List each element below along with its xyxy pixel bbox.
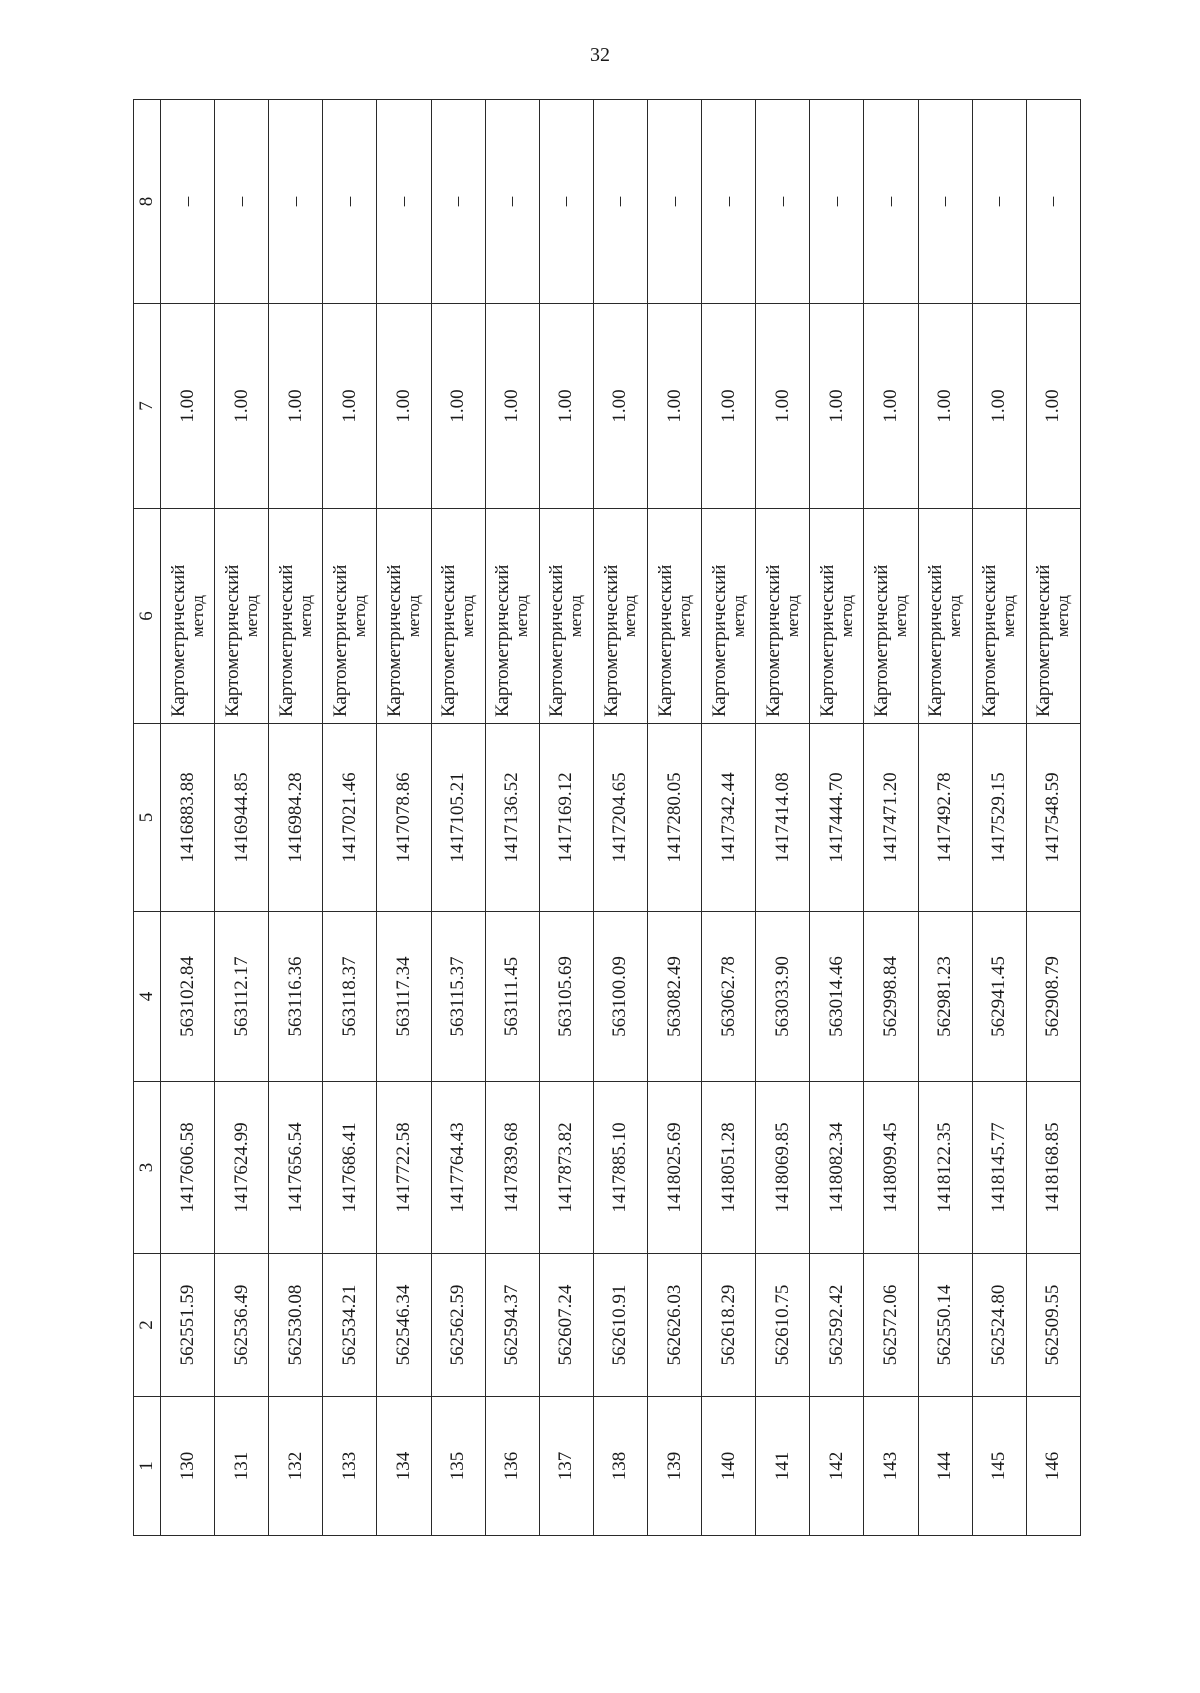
table-body: [161, 100, 1081, 1536]
y-coordinate-cell: 1417021.46: [323, 724, 377, 912]
table-row: [593, 100, 647, 1536]
y-coordinate-cell: 1418025.69: [647, 1082, 701, 1254]
method-line-2: метод: [512, 594, 532, 638]
x-coordinate-cell: 562981.23: [918, 912, 972, 1082]
accuracy-cell: 1.00: [215, 304, 269, 509]
table-row: [323, 100, 377, 1536]
y-coordinate-cell: 1417839.68: [485, 1082, 539, 1254]
method-cell: [918, 509, 972, 724]
x-coordinate-cell: 562592.42: [810, 1254, 864, 1397]
method-line-2: метод: [836, 594, 856, 638]
x-coordinate-cell: 562908.79: [1026, 912, 1080, 1082]
method-line-2: метод: [404, 594, 424, 638]
y-coordinate-cell: 1417624.99: [215, 1082, 269, 1254]
table-row: [972, 100, 1026, 1536]
y-coordinate-cell: 1417105.21: [431, 724, 485, 912]
x-coordinate-cell: 562536.49: [215, 1254, 269, 1397]
column-header: 7: [134, 304, 161, 509]
accuracy-cell: 1.00: [647, 304, 701, 509]
note-cell: –: [161, 100, 215, 304]
y-coordinate-cell: 1417656.54: [269, 1082, 323, 1254]
y-coordinate-cell: 1417722.58: [377, 1082, 431, 1254]
x-coordinate-cell: 563117.34: [377, 912, 431, 1082]
x-coordinate-cell: 562610.91: [593, 1254, 647, 1397]
method-line-1: Картометрический: [438, 564, 460, 717]
x-coordinate-cell: 562551.59: [161, 1254, 215, 1397]
method-cell: [593, 509, 647, 724]
accuracy-cell: 1.00: [756, 304, 810, 509]
note-cell: –: [431, 100, 485, 304]
y-coordinate-cell: 1417686.41: [323, 1082, 377, 1254]
method-line-1: Картометрический: [167, 564, 189, 717]
x-coordinate-cell: 562550.14: [918, 1254, 972, 1397]
note-cell: –: [864, 100, 918, 304]
method-line-1: Картометрический: [708, 564, 730, 717]
x-coordinate-cell: 563112.17: [215, 912, 269, 1082]
point-number-cell: 145: [972, 1397, 1026, 1536]
point-number-cell: 146: [1026, 1397, 1080, 1536]
point-number-cell: 136: [485, 1397, 539, 1536]
method-line-1: Картометрический: [546, 564, 568, 717]
method-cell: [431, 509, 485, 724]
y-coordinate-cell: 1417136.52: [485, 724, 539, 912]
column-header: 2: [134, 1254, 161, 1397]
coordinates-table-wrapper: [133, 100, 1081, 1536]
x-coordinate-cell: 563033.90: [756, 912, 810, 1082]
point-number-cell: 135: [431, 1397, 485, 1536]
method-line-1: Картометрический: [925, 564, 947, 717]
x-coordinate-cell: 562562.59: [431, 1254, 485, 1397]
method-cell: [972, 509, 1026, 724]
method-line-2: метод: [295, 594, 315, 638]
table-row: [161, 100, 215, 1536]
point-number-cell: 141: [756, 1397, 810, 1536]
x-coordinate-cell: 562572.06: [864, 1254, 918, 1397]
method-line-2: метод: [1053, 594, 1073, 638]
y-coordinate-cell: 1416883.88: [161, 724, 215, 912]
y-coordinate-cell: 1418122.35: [918, 1082, 972, 1254]
method-line-1: Картометрический: [816, 564, 838, 717]
method-cell: [702, 509, 756, 724]
note-cell: –: [972, 100, 1026, 304]
note-cell: –: [377, 100, 431, 304]
note-cell: –: [756, 100, 810, 304]
method-cell: [647, 509, 701, 724]
table-row: [431, 100, 485, 1536]
accuracy-cell: 1.00: [161, 304, 215, 509]
x-coordinate-cell: 563105.69: [539, 912, 593, 1082]
method-line-1: Картометрический: [492, 564, 514, 717]
note-cell: –: [269, 100, 323, 304]
method-line-2: метод: [728, 594, 748, 638]
point-number-cell: 133: [323, 1397, 377, 1536]
accuracy-cell: 1.00: [918, 304, 972, 509]
accuracy-cell: 1.00: [972, 304, 1026, 509]
y-coordinate-cell: 1417885.10: [593, 1082, 647, 1254]
x-coordinate-cell: 562607.24: [539, 1254, 593, 1397]
y-coordinate-cell: 1417764.43: [431, 1082, 485, 1254]
method-line-1: Картометрический: [1033, 564, 1055, 717]
y-coordinate-cell: 1418069.85: [756, 1082, 810, 1254]
x-coordinate-cell: 563118.37: [323, 912, 377, 1082]
x-coordinate-cell: 562626.03: [647, 1254, 701, 1397]
accuracy-cell: 1.00: [485, 304, 539, 509]
point-number-cell: 139: [647, 1397, 701, 1536]
method-cell: [485, 509, 539, 724]
x-coordinate-cell: 563014.46: [810, 912, 864, 1082]
note-cell: –: [323, 100, 377, 304]
table-row: [810, 100, 864, 1536]
accuracy-cell: 1.00: [539, 304, 593, 509]
table-row: [269, 100, 323, 1536]
x-coordinate-cell: 562509.55: [1026, 1254, 1080, 1397]
method-line-2: метод: [891, 594, 911, 638]
note-cell: –: [215, 100, 269, 304]
x-coordinate-cell: 563062.78: [702, 912, 756, 1082]
note-cell: –: [810, 100, 864, 304]
method-line-1: Картометрический: [654, 564, 676, 717]
point-number-cell: 144: [918, 1397, 972, 1536]
y-coordinate-cell: 1416984.28: [269, 724, 323, 912]
y-coordinate-cell: 1418145.77: [972, 1082, 1026, 1254]
note-cell: –: [485, 100, 539, 304]
accuracy-cell: 1.00: [1026, 304, 1080, 509]
point-number-cell: 131: [215, 1397, 269, 1536]
method-cell: [161, 509, 215, 724]
method-line-1: Картометрический: [871, 564, 893, 717]
method-line-2: метод: [187, 594, 207, 638]
header-row: [134, 100, 161, 1536]
accuracy-cell: 1.00: [702, 304, 756, 509]
table-row: [864, 100, 918, 1536]
method-line-1: Картометрический: [600, 564, 622, 717]
x-coordinate-cell: 563100.09: [593, 912, 647, 1082]
method-cell: [539, 509, 593, 724]
accuracy-cell: 1.00: [431, 304, 485, 509]
table-row: [918, 100, 972, 1536]
y-coordinate-cell: 1418099.45: [864, 1082, 918, 1254]
y-coordinate-cell: 1417471.20: [864, 724, 918, 912]
x-coordinate-cell: 562594.37: [485, 1254, 539, 1397]
point-number-cell: 132: [269, 1397, 323, 1536]
method-cell: [756, 509, 810, 724]
method-line-2: метод: [999, 594, 1019, 638]
table-row: [756, 100, 810, 1536]
x-coordinate-cell: 562546.34: [377, 1254, 431, 1397]
table-row: [647, 100, 701, 1536]
y-coordinate-cell: 1418168.85: [1026, 1082, 1080, 1254]
y-coordinate-cell: 1417492.78: [918, 724, 972, 912]
method-cell: [864, 509, 918, 724]
y-coordinate-cell: 1417204.65: [593, 724, 647, 912]
note-cell: –: [918, 100, 972, 304]
y-coordinate-cell: 1416944.85: [215, 724, 269, 912]
x-coordinate-cell: 562998.84: [864, 912, 918, 1082]
x-coordinate-cell: 563115.37: [431, 912, 485, 1082]
method-cell: [323, 509, 377, 724]
point-number-cell: 140: [702, 1397, 756, 1536]
x-coordinate-cell: 563111.45: [485, 912, 539, 1082]
y-coordinate-cell: 1418082.34: [810, 1082, 864, 1254]
point-number-cell: 137: [539, 1397, 593, 1536]
y-coordinate-cell: 1417414.08: [756, 724, 810, 912]
y-coordinate-cell: 1417548.59: [1026, 724, 1080, 912]
method-line-2: метод: [945, 594, 965, 638]
y-coordinate-cell: 1417078.86: [377, 724, 431, 912]
x-coordinate-cell: 562941.45: [972, 912, 1026, 1082]
accuracy-cell: 1.00: [269, 304, 323, 509]
method-cell: [1026, 509, 1080, 724]
method-line-2: метод: [458, 594, 478, 638]
table-row: [485, 100, 539, 1536]
column-header: 5: [134, 724, 161, 912]
y-coordinate-cell: 1417280.05: [647, 724, 701, 912]
point-number-cell: 134: [377, 1397, 431, 1536]
x-coordinate-cell: 563102.84: [161, 912, 215, 1082]
method-cell: [269, 509, 323, 724]
method-line-2: метод: [782, 594, 802, 638]
y-coordinate-cell: 1417606.58: [161, 1082, 215, 1254]
method-line-1: Картометрический: [762, 564, 784, 717]
accuracy-cell: 1.00: [593, 304, 647, 509]
method-cell: [810, 509, 864, 724]
page-number: 32: [590, 44, 610, 66]
coordinates-table: [133, 99, 1081, 1536]
point-number-cell: 143: [864, 1397, 918, 1536]
x-coordinate-cell: 563082.49: [647, 912, 701, 1082]
method-cell: [215, 509, 269, 724]
method-cell: [377, 509, 431, 724]
table-row: [539, 100, 593, 1536]
accuracy-cell: 1.00: [377, 304, 431, 509]
note-cell: –: [1026, 100, 1080, 304]
method-line-2: метод: [674, 594, 694, 638]
accuracy-cell: 1.00: [864, 304, 918, 509]
x-coordinate-cell: 562618.29: [702, 1254, 756, 1397]
column-header: 3: [134, 1082, 161, 1254]
method-line-2: метод: [349, 594, 369, 638]
x-coordinate-cell: 562610.75: [756, 1254, 810, 1397]
accuracy-cell: 1.00: [323, 304, 377, 509]
x-coordinate-cell: 563116.36: [269, 912, 323, 1082]
method-line-2: метод: [241, 594, 261, 638]
column-header: 6: [134, 509, 161, 724]
note-cell: –: [593, 100, 647, 304]
note-cell: –: [647, 100, 701, 304]
point-number-cell: 130: [161, 1397, 215, 1536]
y-coordinate-cell: 1417444.70: [810, 724, 864, 912]
point-number-cell: 138: [593, 1397, 647, 1536]
accuracy-cell: 1.00: [810, 304, 864, 509]
y-coordinate-cell: 1417169.12: [539, 724, 593, 912]
table-row: [377, 100, 431, 1536]
x-coordinate-cell: 562534.21: [323, 1254, 377, 1397]
column-header: 8: [134, 100, 161, 304]
method-line-2: метод: [566, 594, 586, 638]
method-line-1: Картометрический: [221, 564, 243, 717]
note-cell: –: [702, 100, 756, 304]
y-coordinate-cell: 1417342.44: [702, 724, 756, 912]
method-line-1: Картометрический: [384, 564, 406, 717]
method-line-1: Картометрический: [329, 564, 351, 717]
y-coordinate-cell: 1417529.15: [972, 724, 1026, 912]
point-number-cell: 142: [810, 1397, 864, 1536]
y-coordinate-cell: 1418051.28: [702, 1082, 756, 1254]
table-row: [1026, 100, 1080, 1536]
x-coordinate-cell: 562524.80: [972, 1254, 1026, 1397]
note-cell: –: [539, 100, 593, 304]
column-header: 1: [134, 1397, 161, 1536]
table-row: [702, 100, 756, 1536]
method-line-1: Картометрический: [979, 564, 1001, 717]
method-line-1: Картометрический: [275, 564, 297, 717]
method-line-2: метод: [620, 594, 640, 638]
column-header: 4: [134, 912, 161, 1082]
table-row: [215, 100, 269, 1536]
y-coordinate-cell: 1417873.82: [539, 1082, 593, 1254]
x-coordinate-cell: 562530.08: [269, 1254, 323, 1397]
